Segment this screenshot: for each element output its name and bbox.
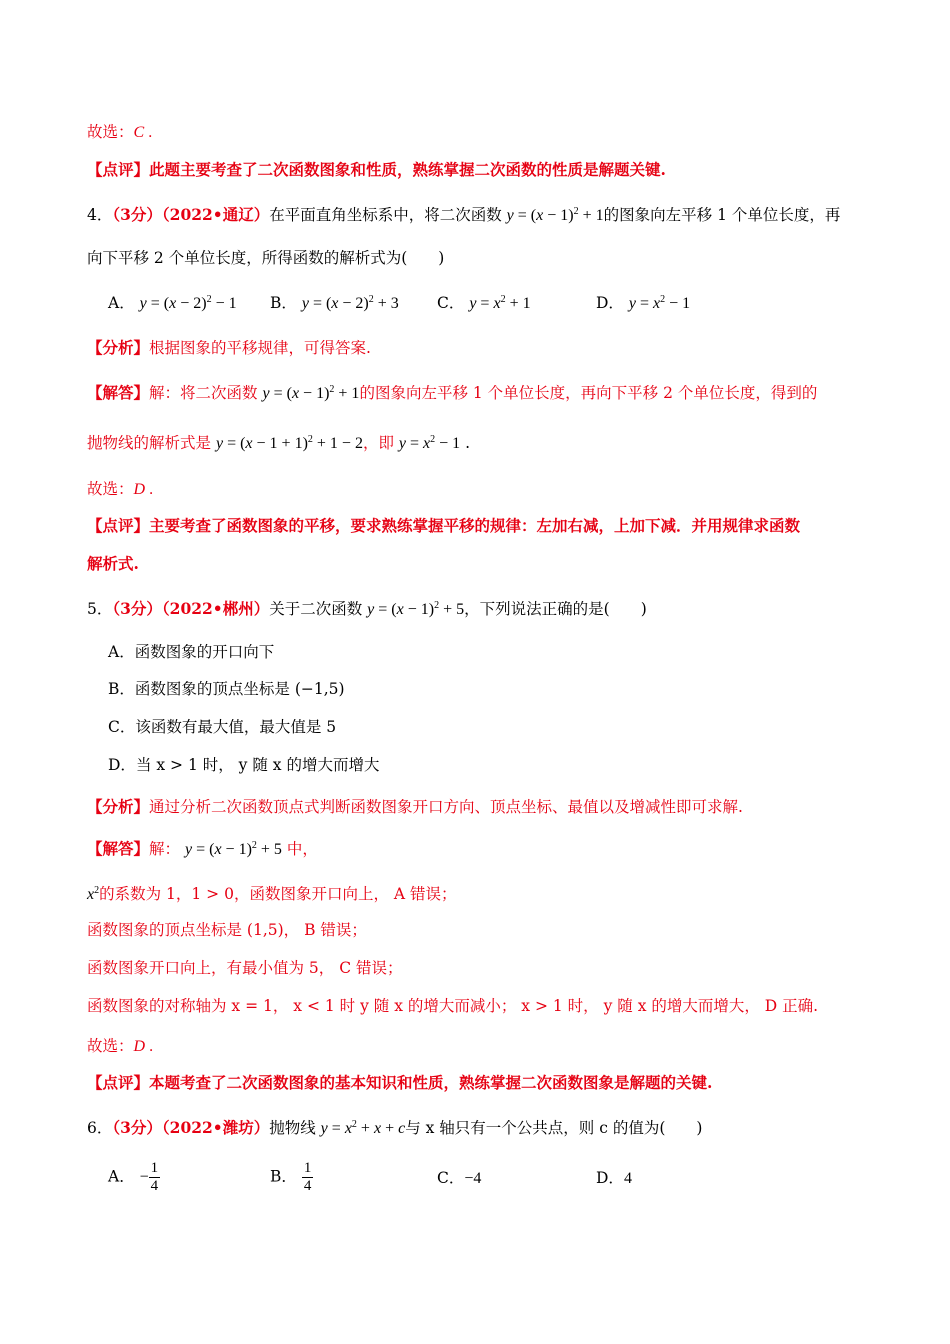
comment-line-1: 【点评】主要考查了函数图象的平移，要求熟练掌握平移的规律：左加右减，上加下减．并用规律求函数 bbox=[87, 516, 801, 535]
solution-line-1: 【解答】解：将二次函数 $y = (x - 1)^2 + 1$的图象向左平移 1 个单位长度，再向下平移 2 个单位长度，得到的 bbox=[87, 383, 818, 402]
option-d: D． $y = x^2 - 1$ bbox=[596, 294, 691, 312]
analysis-line: 【分析】根据图象的平移规律，可得答案. bbox=[87, 338, 371, 357]
comment-line-2: 解析式. bbox=[87, 554, 139, 573]
option-d: D．当 x > 1 时， y 随 x 的增大而增大 bbox=[108, 756, 380, 774]
solution-line-5: 函数图象的对称轴为 x = 1， x < 1 时 y 随 x 的增大而减小； x > 1 时， y 随 x 的增大而增大， D 正确. bbox=[87, 997, 819, 1015]
option-c: C．−4 bbox=[437, 1169, 482, 1187]
option-c: C．该函数有最大值，最大值是 5 bbox=[108, 718, 337, 736]
answer-line: 故选：D . bbox=[87, 480, 154, 498]
option-a: A．函数图象的开口向下 bbox=[108, 643, 275, 661]
solution-line-2: $x^2$的系数为 1，1 > 0，函数图象开口向上， A 错误； bbox=[87, 885, 457, 903]
option-a: A． $y = (x - 2)^2 - 1$ bbox=[108, 294, 237, 312]
solution-line-4: 函数图象开口向上，有最小值为 5， C 错误； bbox=[87, 959, 403, 977]
option-b: B．函数图象的顶点坐标是 (−1,5) bbox=[108, 680, 345, 698]
solution-line-3: 函数图象的顶点坐标是 (1,5)， B 错误； bbox=[87, 921, 367, 939]
answer-line: 故选：C . bbox=[87, 123, 153, 141]
question-4-line-2: 向下平移 2 个单位长度，所得函数的解析式为( ) bbox=[87, 249, 445, 267]
formula: y bbox=[506, 207, 514, 224]
option-b: B． $y = (x - 2)^2 + 3$ bbox=[270, 294, 399, 312]
question-4-line-1: 4．（3分）（2022•通辽）在平面直角坐标系中，将二次函数 $y = (x - 1)^2 + 1$的图象向左平移 1 个单位长度，再 bbox=[87, 205, 841, 224]
question-6-line-1: 6．（3分）（2022•潍坊）抛物线 $y = x^2 + x + c$与 x 轴只有一个公共点，则 c 的值为( ) bbox=[87, 1118, 703, 1137]
comment-line: 【点评】本题考查了二次函数图象的基本知识和性质，熟练掌握二次函数图象是解题的关键. bbox=[87, 1073, 713, 1092]
option-a: A． − $\frac{1}{4}$ bbox=[108, 1160, 159, 1194]
question-5-line-1: 5．（3分）（2022•郴州）关于二次函数 $y = (x - 1)^2 + 5$，下列说法正确的是( ) bbox=[87, 599, 647, 618]
solution-line-1: 【解答】解： $y = (x - 1)^2 + 5$ 中， bbox=[87, 839, 318, 858]
fraction: $\frac{1}{4}$ bbox=[303, 1160, 312, 1194]
fraction: $\frac{1}{4}$ bbox=[150, 1160, 159, 1194]
option-b: B． $\frac{1}{4}$ bbox=[270, 1160, 312, 1194]
option-d: D．4 bbox=[596, 1169, 632, 1187]
answer-line: 故选：D . bbox=[87, 1037, 154, 1055]
comment-line: 【点评】此题主要考查了二次函数图象和性质，熟练掌握二次函数的性质是解题关键. bbox=[87, 160, 666, 179]
analysis-line: 【分析】通过分析二次函数顶点式判断函数图象开口方向、顶点坐标、最值以及增减性即可求解. bbox=[87, 797, 743, 816]
option-c: C． $y = x^2 + 1$ bbox=[437, 294, 531, 312]
solution-line-2: 抛物线的解析式是 $y = (x - 1 + 1)^2 + 1 - 2$，即 $y = x^2 - 1$ . bbox=[87, 434, 471, 452]
